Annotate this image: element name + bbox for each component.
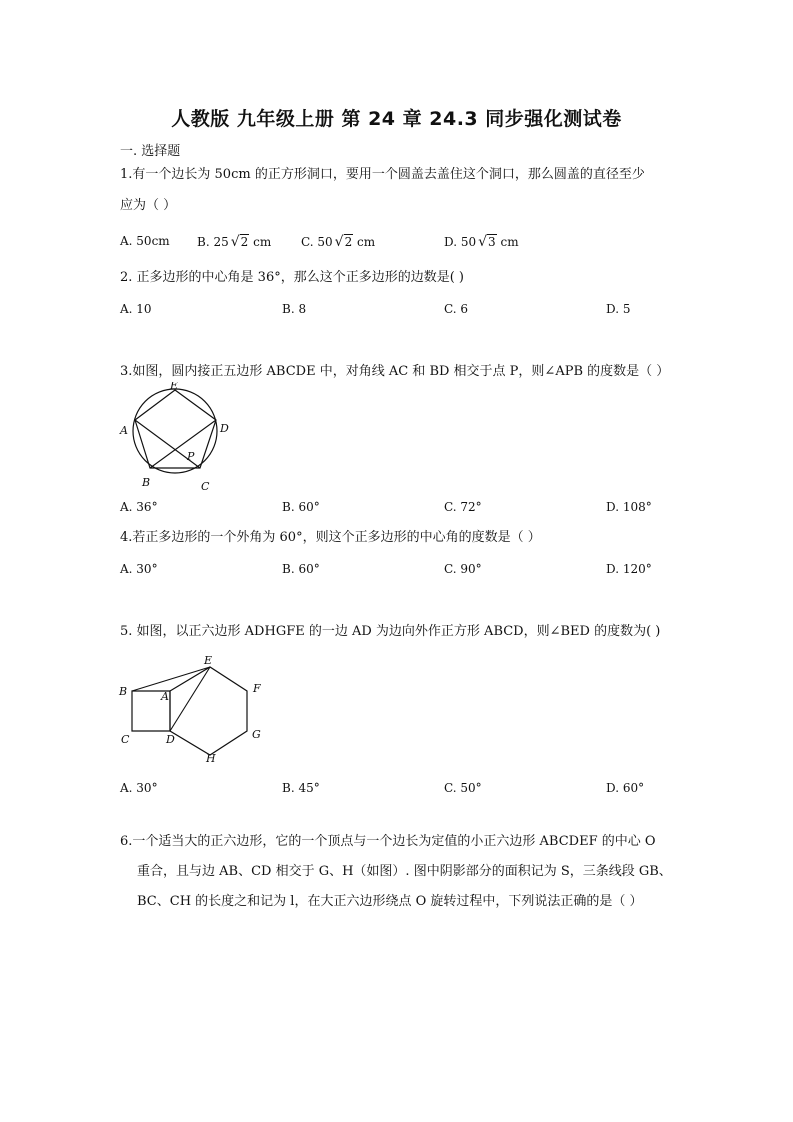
option-c-radicand: 2	[344, 235, 353, 249]
label-b: B	[119, 685, 128, 698]
label-d: D	[166, 733, 175, 746]
question-2-text: 2. 正多边形的中心角是 36°，那么这个正多边形的边数是( )	[120, 270, 464, 285]
option-b-unit: cm	[249, 235, 272, 249]
label-d: D	[220, 422, 229, 435]
question-5-option-c: C. 50°	[444, 781, 482, 795]
question-2-option-a: A. 10	[120, 302, 152, 316]
segment-de	[170, 667, 210, 731]
question-1-line-2: 应为（ ）	[120, 198, 177, 213]
option-d-unit: cm	[496, 235, 519, 249]
question-1-option-c	[301, 234, 375, 250]
question-5-option-d: D. 60°	[606, 781, 645, 795]
label-f: F	[253, 682, 261, 695]
option-d-radicand: 3	[488, 235, 496, 249]
question-4-text: 4.若正多边形的一个外角为 60°，则这个正多边形的中心角的度数是（ ）	[120, 530, 541, 545]
pentagon-figure	[118, 382, 233, 494]
question-2-option-c: C. 6	[444, 302, 469, 316]
option-b-prefix: B. 25	[197, 235, 229, 249]
question-3-option-d: D. 108°	[606, 500, 652, 514]
question-4-option-d: D. 120°	[606, 562, 652, 576]
label-c: C	[121, 733, 130, 746]
section-heading: 一. 选择题	[120, 144, 181, 159]
label-e: E	[170, 382, 179, 392]
label-c: C	[201, 480, 210, 493]
label-p: P	[187, 450, 195, 463]
question-1-option-d	[444, 234, 519, 250]
question-3-option-c: C. 72°	[444, 500, 482, 514]
hexagon-adhgfe	[170, 667, 247, 755]
sqrt-symbol: √3	[478, 234, 496, 250]
question-5-option-a: A. 30°	[120, 781, 158, 795]
sqrt-symbol: √2	[230, 234, 249, 250]
option-b-radicand: 2	[240, 235, 249, 249]
question-2-option-b: B. 8	[282, 302, 307, 316]
question-4-option-a: A. 30°	[120, 562, 158, 576]
label-h: H	[206, 752, 216, 765]
segment-be	[132, 667, 210, 691]
label-e: E	[204, 654, 213, 667]
page-title: 人教版 九年级上册 第 24 章 24.3 同步强化测试卷	[171, 108, 622, 130]
question-2-option-d: D. 5	[606, 302, 631, 316]
question-4-option-c: C. 90°	[444, 562, 482, 576]
label-b: B	[142, 476, 151, 489]
label-g: G	[252, 728, 261, 741]
question-1-line-1: 1.有一个边长为 50cm 的正方形洞口，要用一个圆盖去盖住这个洞口，那么圆盖的直径至少	[120, 167, 645, 182]
option-c-prefix: C. 50	[301, 235, 333, 249]
question-6-line-3: BC、CH 的长度之和记为 l，在大正六边形绕点 O 旋转过程中，下列说法正确的是（ ）	[137, 894, 643, 909]
question-3-option-b: B. 60°	[282, 500, 320, 514]
hexagon-square-figure	[114, 650, 274, 768]
question-6-line-1: 6.一个适当大的正六边形，它的一个顶点与一个边长为定值的小正六边形 ABCDEF 的中心 O	[120, 834, 656, 849]
label-a: A	[120, 424, 128, 437]
label-a: A	[161, 690, 169, 703]
diagonal-bd	[150, 420, 216, 468]
question-5-text: 5. 如图，以正六边形 ADHGFE 的一边 AD 为边向外作正方形 ABCD，则∠BED 的度数为( )	[120, 624, 661, 639]
question-3-option-a: A. 36°	[120, 500, 158, 514]
question-4-option-b: B. 60°	[282, 562, 320, 576]
question-1-option-b	[197, 234, 271, 250]
question-1-option-a: A. 50cm	[120, 234, 170, 248]
option-c-unit: cm	[353, 235, 376, 249]
question-3-text: 3.如图，圆内接正五边形 ABCDE 中，对角线 AC 和 BD 相交于点 P，则∠APB 的度数是（ ）	[120, 364, 670, 379]
option-d-prefix: D. 50	[444, 235, 477, 249]
sqrt-symbol: √2	[334, 234, 353, 250]
circumcircle	[133, 389, 217, 473]
question-5-option-b: B. 45°	[282, 781, 320, 795]
question-6-line-2: 重合，且与边 AB、CD 相交于 G、H（如图）. 图中阴影部分的面积记为 S，三条线段 GB、	[137, 864, 672, 879]
